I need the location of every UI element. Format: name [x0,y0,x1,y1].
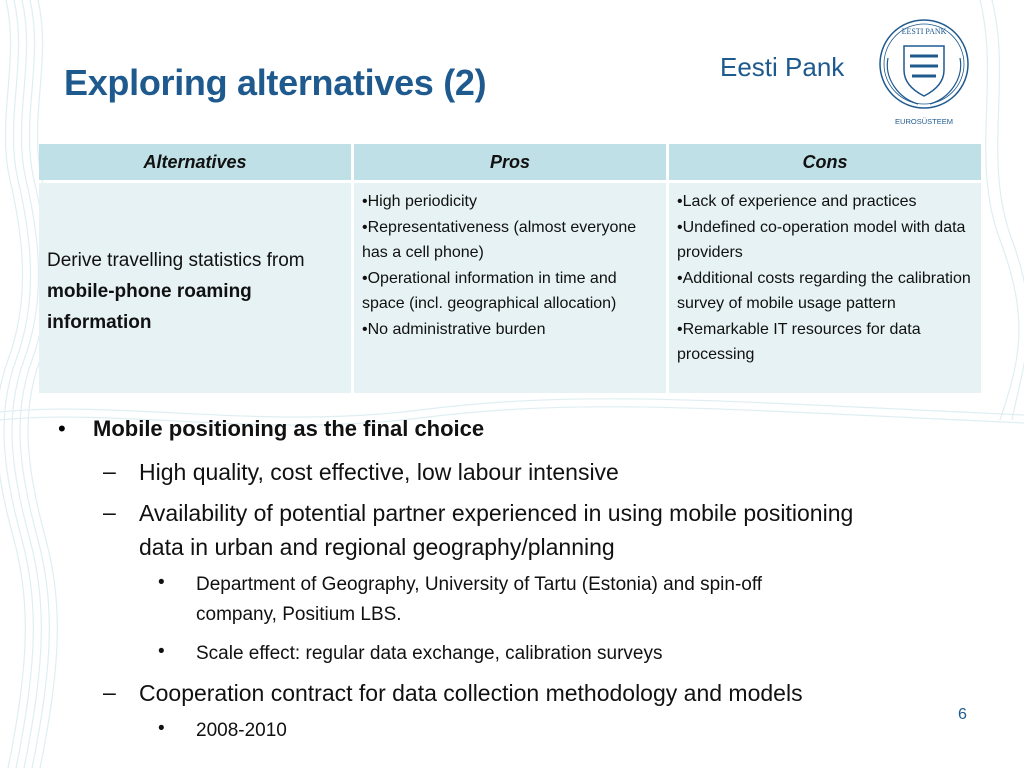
sub-sub-bullet: 2008-2010 [196,720,287,741]
bullet-marker: • [58,416,66,441]
svg-text:EESTI PANK: EESTI PANK [901,27,947,36]
alternative-bold-text: mobile-phone roaming information [47,280,252,333]
main-bullet: Mobile positioning as the final choice [93,416,485,441]
header-cons: Cons [669,144,981,180]
sub-bullet: Availability of potential partner experienced in using mobile positioning [139,500,854,526]
sub-bullet: Cooperation contract for data collection methodology and models [139,680,803,706]
dash-marker: – [103,458,116,484]
pros-item: •High periodicity [362,193,477,210]
cons-item: •Additional costs regarding the calibration survey of mobile usage pattern [677,269,971,312]
bullet-marker: • [158,718,165,739]
dash-marker: – [103,499,116,525]
bullet-marker: • [158,641,165,662]
cons-item: •Undefined co-operation model with data providers [677,218,966,261]
header-alternatives: Alternatives [39,144,351,180]
cons-item: •Remarkable IT resources for data processing [677,320,921,363]
page-number: 6 [958,706,967,723]
bullet-marker: • [158,572,165,593]
pros-item: •Representativeness (almost everyone has a cell phone) [362,218,637,261]
svg-text:EUROSÜSTEEM: EUROSÜSTEEM [895,117,953,126]
header-pros: Pros [354,144,666,180]
sub-sub-bullet: Scale effect: regular data exchange, calibration surveys [196,643,663,664]
brand-name: Eesti Pank [720,52,845,82]
sub-bullet: High quality, cost effective, low labour intensive [139,459,619,485]
alternative-text: Derive travelling statistics from [47,249,305,271]
sub-bullet-continuation: data in urban and regional geography/planning [139,534,615,560]
slide-title: Exploring alternatives (2) [64,62,487,103]
pros-item: •Operational information in time and space (incl. geographical allocation) [362,269,617,312]
pros-item: •No administrative burden [362,320,546,338]
dash-marker: – [103,679,116,705]
sub-sub-bullet: Department of Geography, University of Tartu (Estonia) and spin-off [196,574,763,595]
sub-sub-bullet-continuation: company, Positium LBS. [196,604,402,625]
cons-item: •Lack of experience and practices [677,193,917,210]
